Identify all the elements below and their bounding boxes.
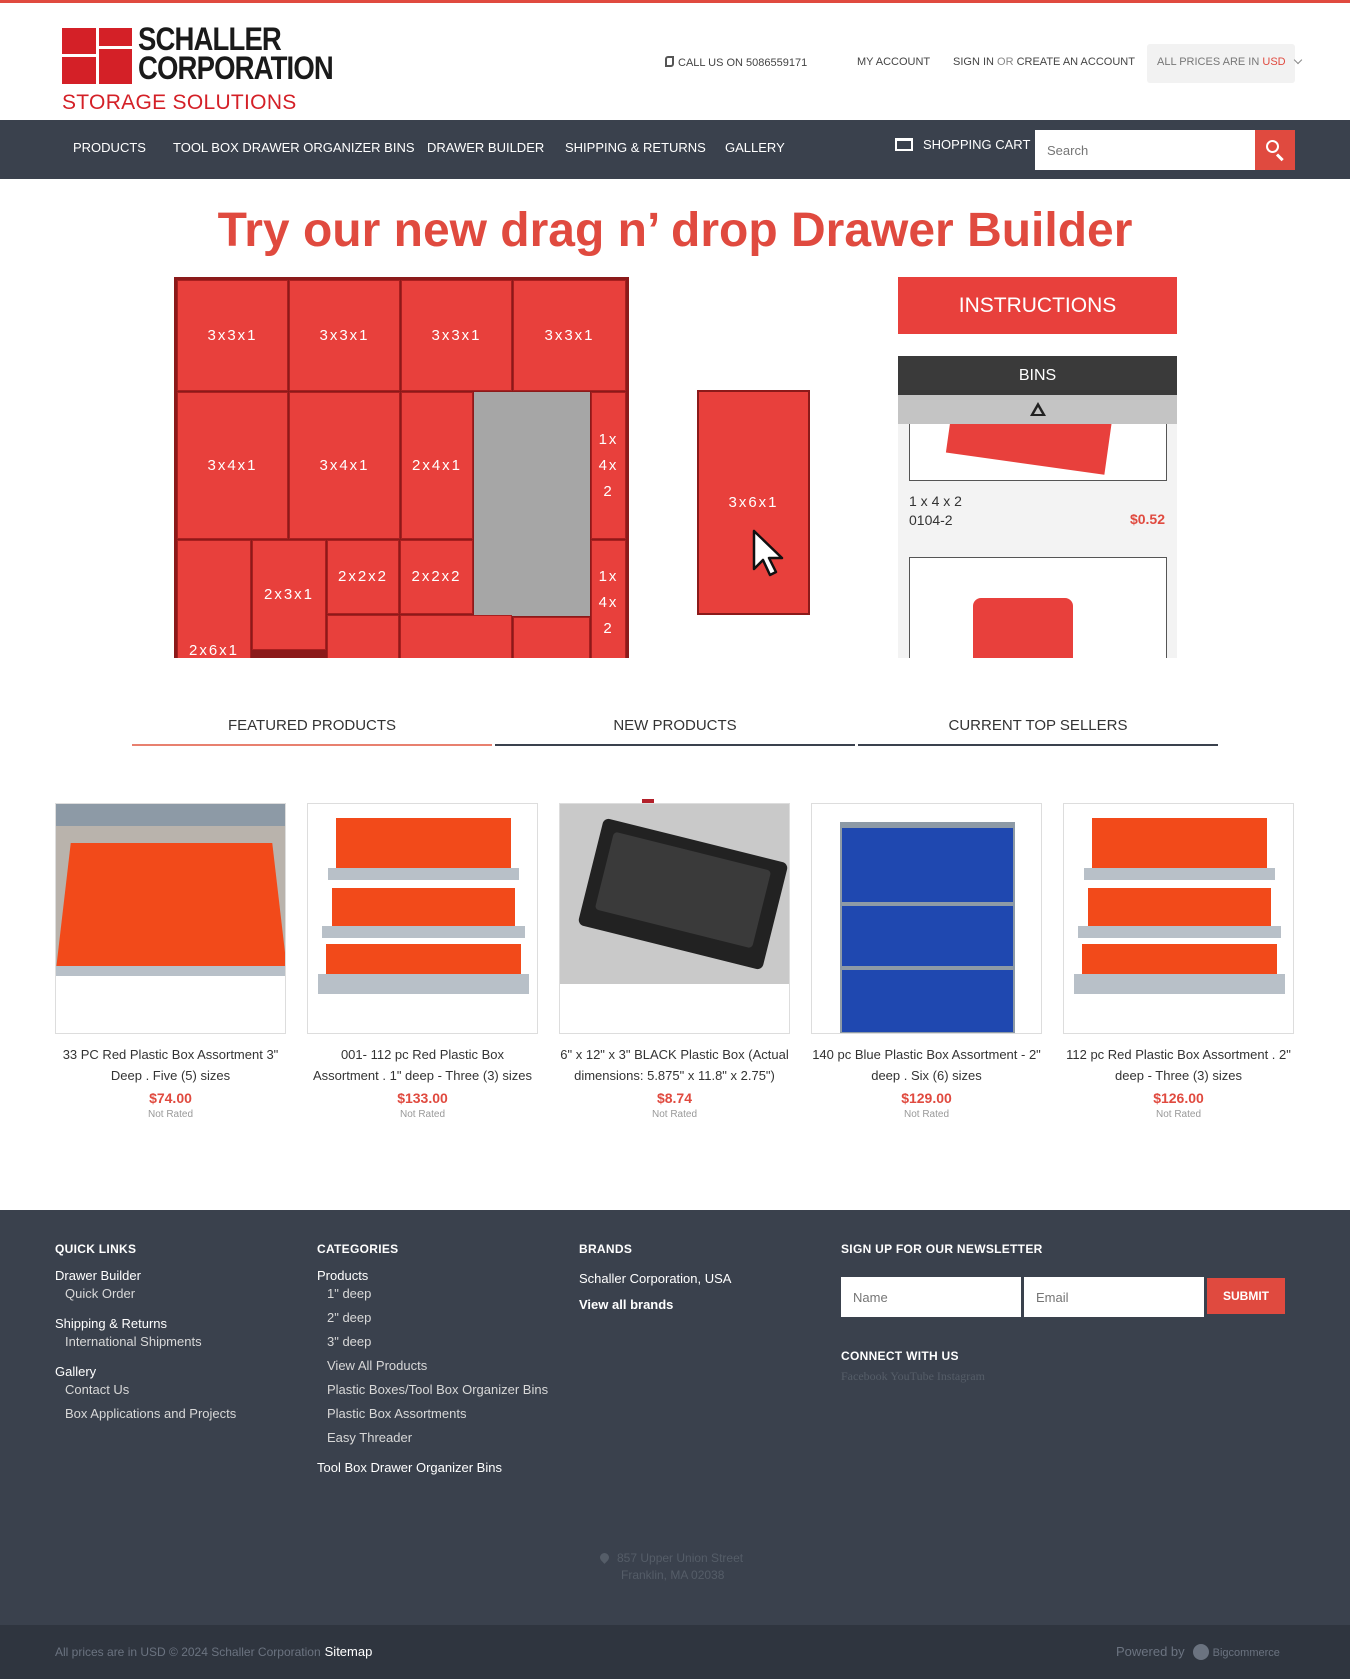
product-rating: Not Rated — [1155, 1109, 1202, 1120]
product-image[interactable] — [1063, 803, 1294, 1034]
bin-thumbnail — [909, 424, 1167, 481]
currency-selector[interactable]: ALL PRICES ARE IN USD — [1147, 44, 1295, 83]
product-card[interactable] — [1063, 803, 1294, 1120]
categories-heading: CATEGORIES — [317, 1242, 399, 1256]
grid-bin — [400, 615, 512, 658]
newsletter-email-input[interactable] — [1024, 1277, 1204, 1317]
nav-shipping-returns[interactable]: SHIPPING & RETURNS — [565, 140, 706, 155]
cart-icon — [895, 138, 913, 151]
product-card[interactable] — [559, 803, 790, 1120]
product-name[interactable]: 001- 112 pc Red Plastic Box Assortment . 1" deep - Three (3) sizes — [313, 1047, 532, 1083]
platform-name[interactable]: Bigcommerce — [1212, 1647, 1280, 1659]
bin-thumbnail — [909, 557, 1167, 658]
tab-top-sellers[interactable]: CURRENT TOP SELLERS — [858, 717, 1218, 746]
copyright: All prices are in USD © 2024 Schaller Corporation Sitemap — [55, 1644, 373, 1659]
search-icon — [1266, 140, 1279, 153]
product-rating: Not Rated — [147, 1109, 194, 1120]
footer-category[interactable]: View All Products — [327, 1358, 428, 1373]
logo-tagline: STORAGE SOLUTIONS — [62, 91, 297, 114]
grid-bin: 2x2x2 — [400, 540, 473, 614]
site-header — [0, 3, 1350, 120]
footer-category[interactable]: 1" deep — [327, 1286, 372, 1301]
grid-bin: 3x3x1 — [289, 280, 400, 391]
footer-category[interactable]: Tool Box Drawer Organizer Bins — [317, 1460, 502, 1475]
my-account-link[interactable]: MY ACCOUNT — [857, 56, 931, 68]
nav-gallery[interactable]: GALLERY — [725, 140, 785, 155]
tab-featured-products[interactable]: FEATURED PRODUCTS — [132, 717, 492, 746]
logo[interactable] — [62, 21, 333, 115]
bigcommerce-icon — [1193, 1644, 1209, 1660]
newsletter-name-input[interactable] — [841, 1277, 1021, 1317]
empty-slot — [474, 392, 590, 616]
grid-bin: 1x4x2 — [591, 540, 626, 658]
product-rating: Not Rated — [903, 1109, 950, 1120]
footer-category[interactable]: 2" deep — [327, 1310, 372, 1325]
or-text: OR — [997, 56, 1014, 68]
currency-value: USD — [1262, 56, 1286, 68]
nav-drawer-builder[interactable]: DRAWER BUILDER — [427, 140, 545, 155]
product-rating: Not Rated — [651, 1109, 698, 1120]
grid-bin — [513, 617, 590, 658]
grid-bin: 3x3x1 — [177, 280, 288, 391]
footer-link-international[interactable]: International Shipments — [65, 1334, 202, 1349]
product-image[interactable] — [307, 803, 538, 1034]
grid-bin: 2x3x1 — [252, 540, 326, 650]
product-price: $126.00 — [1153, 1090, 1204, 1106]
instagram-link[interactable]: Instagram — [936, 1369, 985, 1383]
youtube-link[interactable]: YouTube — [890, 1369, 934, 1383]
connect-heading: CONNECT WITH US — [841, 1349, 959, 1363]
grid-bin: 2x2x2 — [327, 540, 399, 614]
quick-links-heading: QUICK LINKS — [55, 1242, 137, 1256]
search-button[interactable] — [1255, 130, 1295, 170]
drawer-grid-illustration — [174, 277, 629, 658]
product-price: $8.74 — [656, 1090, 693, 1106]
product-name[interactable]: 140 pc Blue Plastic Box Assortment - 2" deep . Six (6) sizes — [812, 1047, 1041, 1083]
phone-icon — [665, 56, 674, 67]
grid-bin: 1x4x2 — [591, 392, 626, 539]
sitemap-link[interactable]: Sitemap — [324, 1644, 373, 1659]
powered-by: Powered by Bigcommerce — [1116, 1644, 1280, 1659]
shopping-cart-link[interactable]: SHOPPING CART — [895, 137, 1030, 152]
bins-panel — [898, 356, 1177, 658]
product-image[interactable] — [55, 803, 286, 1034]
grid-bin: 3x4x1 — [177, 392, 288, 539]
create-account-link[interactable]: CREATE AN ACCOUNT — [1016, 56, 1135, 68]
product-card[interactable] — [811, 803, 1042, 1120]
search-input[interactable] — [1035, 130, 1255, 170]
social-links — [841, 1369, 985, 1384]
map-pin-icon — [598, 1551, 611, 1564]
footer-link-box-applications[interactable]: Box Applications and Projects — [65, 1406, 237, 1421]
logo-mark — [62, 28, 132, 84]
footer-category[interactable]: 3" deep — [327, 1334, 372, 1349]
product-price: $74.00 — [149, 1090, 192, 1106]
footer-link-quick-order[interactable]: Quick Order — [65, 1286, 136, 1301]
footer-link-shipping-returns[interactable]: Shipping & Returns — [55, 1316, 168, 1331]
footer-category[interactable]: Plastic Box Assortments — [327, 1406, 467, 1421]
main-nav — [0, 120, 1350, 179]
sign-in-link[interactable]: SIGN IN — [953, 56, 994, 68]
store-address: 857 Upper Union Street Franklin, MA 02038 — [600, 1550, 743, 1584]
product-image[interactable] — [811, 803, 1042, 1034]
bin-label: 1 x 4 x 2 0104-2 — [909, 493, 962, 528]
brands-heading: BRANDS — [579, 1242, 633, 1256]
auth-links — [953, 56, 1135, 68]
product-card[interactable] — [55, 803, 286, 1120]
bins-panel-header: BINS — [898, 356, 1177, 395]
newsletter-heading: SIGN UP FOR OUR NEWSLETTER — [841, 1242, 1043, 1256]
site-footer — [0, 1210, 1350, 1625]
footer-category[interactable]: Plastic Boxes/Tool Box Organizer Bins — [327, 1382, 549, 1397]
chevron-down-icon — [1293, 56, 1301, 64]
grid-bin: 3x4x1 — [289, 392, 400, 539]
bins-scroll-up — [898, 395, 1177, 424]
footer-link-gallery[interactable]: Gallery — [55, 1364, 97, 1379]
footer-bottom-bar — [0, 1625, 1350, 1679]
product-card[interactable] — [307, 803, 538, 1120]
newsletter-submit-button[interactable]: SUBMIT — [1207, 1278, 1285, 1314]
product-price: $133.00 — [397, 1090, 448, 1106]
tab-new-products[interactable]: NEW PRODUCTS — [495, 717, 855, 746]
cursor-icon — [752, 529, 786, 579]
footer-link-drawer-builder[interactable]: Drawer Builder — [55, 1268, 141, 1283]
footer-brand[interactable]: Schaller Corporation, USA — [579, 1271, 732, 1286]
product-image[interactable] — [559, 803, 790, 1034]
grid-bin: 2x4x1 — [401, 392, 473, 539]
grid-bin: 2x6x1 — [177, 540, 251, 658]
logo-name: SCHALLER CORPORATION — [138, 21, 333, 86]
product-name[interactable]: 6" x 12" x 3" BLACK Plastic Box (Actual dimensions: 5.875" x 11.8" x 2.75") — [560, 1047, 789, 1083]
facebook-link[interactable]: Facebook — [841, 1369, 888, 1383]
grid-bin: 3x3x1 — [401, 280, 512, 391]
footer-category[interactable]: Products — [317, 1268, 369, 1283]
grid-bin — [327, 615, 399, 658]
view-all-brands-link[interactable]: View all brands — [579, 1297, 674, 1312]
product-rating: Not Rated — [399, 1109, 446, 1120]
phone-link[interactable]: CALL US ON 5086559171 — [665, 56, 807, 69]
product-name[interactable]: 112 pc Red Plastic Box Assortment . 2" deep - Three (3) sizes — [1066, 1047, 1291, 1083]
instructions-button: INSTRUCTIONS — [898, 277, 1177, 334]
nav-products[interactable]: PRODUCTS — [73, 140, 146, 155]
dragged-bin: 3x6x1 — [697, 390, 810, 615]
product-price: $129.00 — [901, 1090, 952, 1106]
hero-slider[interactable] — [0, 179, 1350, 659]
footer-link-contact-us[interactable]: Contact Us — [65, 1382, 130, 1397]
banner-title: Try our new drag n’ drop Drawer Builder — [217, 204, 1133, 257]
product-name[interactable]: 33 PC Red Plastic Box Assortment 3" Deep . Five (5) sizes — [62, 1047, 279, 1083]
bin-price: $0.52 — [1129, 511, 1165, 527]
grid-bin: 3x3x1 — [513, 280, 626, 391]
footer-category[interactable]: Easy Threader — [327, 1430, 413, 1445]
nav-tool-box-bins[interactable]: TOOL BOX DRAWER ORGANIZER BINS — [173, 140, 415, 155]
